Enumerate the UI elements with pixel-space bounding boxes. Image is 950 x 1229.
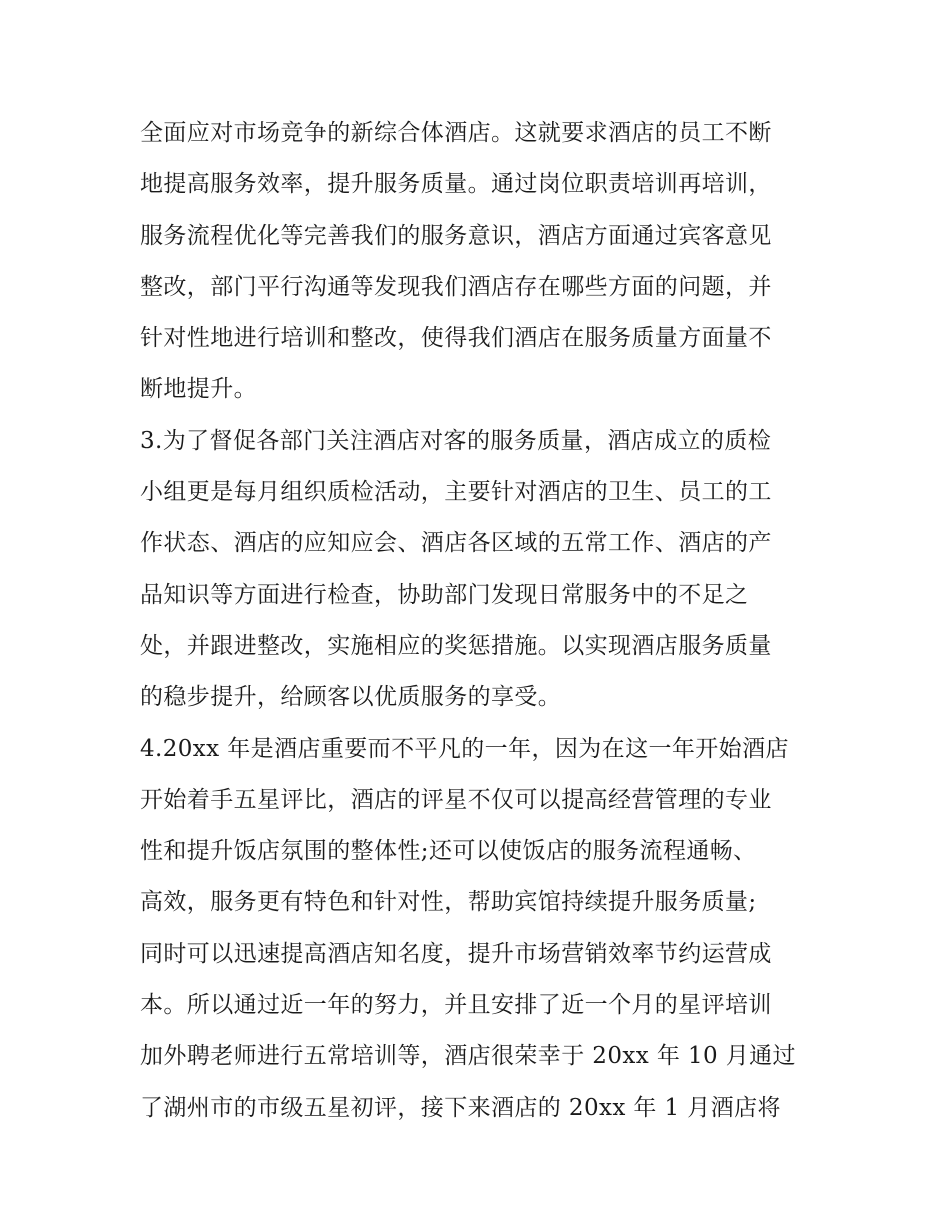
text-line: 作状态、酒店的应知应会、酒店各区域的五常工作、酒店的产	[140, 530, 772, 557]
text-line: 处，并跟进整改，实施相应的奖惩措施。以实现酒店服务质量	[140, 632, 772, 659]
text-line: 同时可以迅速提高酒店知名度，提升市场营销效率节约运营成	[140, 940, 772, 967]
text-line: 断地提升。	[140, 376, 257, 403]
text-line: 小组更是每月组织质检活动，主要针对酒店的卫生、员工的工	[140, 479, 772, 506]
text-line: 服务流程优化等完善我们的服务意识，酒店方面通过宾客意见	[140, 222, 772, 249]
text-line: 全面应对市场竞争的新综合体酒店。这就要求酒店的员工不断	[140, 120, 772, 146]
text-line: 的稳步提升，给顾客以优质服务的享受。	[140, 684, 562, 711]
text-line: 4.20xx 年是酒店重要而不平凡的一年，因为在这一年开始酒店	[140, 735, 789, 762]
text-line: 品知识等方面进行检查，协助部门发现日常服务中的不足之	[140, 581, 749, 608]
text-line: 本。所以通过近一年的努力，并且安排了近一个月的星评培训	[140, 992, 772, 1019]
text-line: 3.为了督促各部门关注酒店对客的服务质量，酒店成立的质检	[140, 427, 772, 454]
text-line: 性和提升饭店氛围的整体性;还可以使饭店的服务流程通畅、	[140, 838, 757, 865]
text-line: 针对性地进行培训和整改，使得我们酒店在服务质量方面量不	[140, 325, 772, 352]
text-line: 整改，部门平行沟通等发现我们酒店存在哪些方面的问题，并	[140, 273, 772, 300]
body-text	[140, 108, 830, 1134]
text-line: 开始着手五星评比，酒店的评星不仅可以提高经营管理的专业	[140, 786, 772, 813]
text-line: 加外聘老师进行五常培训等，酒店很荣幸于 20xx 年 10 月通过	[140, 1043, 796, 1070]
text-line: 地提高服务效率，提升服务质量。通过岗位职责培训再培训，	[140, 171, 772, 198]
text-line: 了湖州市的市级五星初评，接下来酒店的 20xx 年 1 月酒店将	[140, 1094, 781, 1121]
text-line: 高效，服务更有特色和针对性，帮助宾馆持续提升服务质量;	[140, 889, 757, 916]
